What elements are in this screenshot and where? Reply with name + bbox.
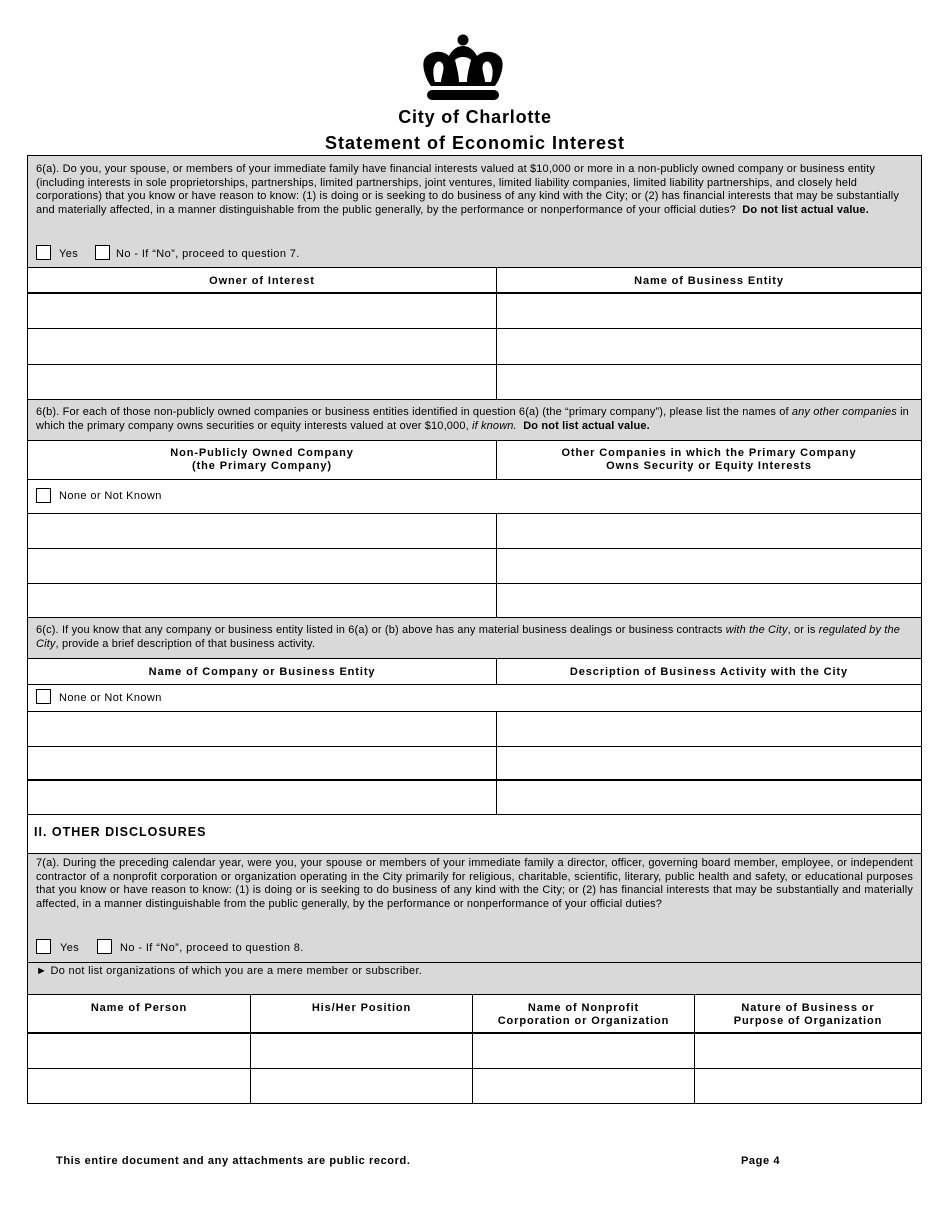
- q6a-yes-checkbox[interactable]: [36, 245, 51, 260]
- q7a-row-1-nature[interactable]: [695, 1034, 921, 1067]
- q7a-row-2-nature[interactable]: [695, 1069, 921, 1103]
- q6a-row-2-business[interactable]: [497, 329, 921, 363]
- q7a-row-2-position[interactable]: [251, 1069, 471, 1103]
- q6a-no-checkbox[interactable]: [95, 245, 110, 260]
- q7a-row-1-person[interactable]: [28, 1034, 249, 1067]
- q7a-col-nature: Nature of Business or Purpose of Organization: [733, 1002, 883, 1027]
- q6b-col-primary: Non-Publicly Owned Company (the Primary Company): [170, 447, 354, 472]
- q6a-yes-label: Yes: [59, 248, 79, 260]
- q6c-row-1-description[interactable]: [497, 712, 921, 745]
- q6a-col-owner: Owner of Interest: [209, 275, 315, 287]
- public-record-notice: This entire document and any attachments are public record.: [56, 1155, 411, 1167]
- q6b-row-1-primary[interactable]: [28, 514, 495, 547]
- q6b-row-2-other[interactable]: [497, 549, 921, 582]
- q6c-row-2-company[interactable]: [28, 747, 495, 778]
- q6c-none-checkbox[interactable]: [36, 689, 51, 704]
- page-number: Page 4: [741, 1155, 781, 1167]
- q7a-row-1-nonprofit[interactable]: [473, 1034, 693, 1067]
- q7a-col-position: His/Her Position: [311, 1002, 412, 1014]
- q6c-row-3-description[interactable]: [497, 781, 921, 814]
- crown-logo-icon: [421, 34, 505, 102]
- q6c-row-3-company[interactable]: [28, 781, 495, 814]
- q6c-col-description: Description of Business Activity with the City: [569, 666, 849, 678]
- q6a-row-2-owner[interactable]: [28, 329, 495, 363]
- q6a-no-label: No - If “No”, proceed to question 7.: [116, 248, 300, 260]
- q6b-none-checkbox[interactable]: [36, 488, 51, 503]
- q7a-col-nonprofit: Name of Nonprofit Corporation or Organization: [497, 1002, 670, 1027]
- q6c-row-1-company[interactable]: [28, 712, 495, 745]
- q6b-row-3-primary[interactable]: [28, 584, 495, 617]
- q6b-row-3-other[interactable]: [497, 584, 921, 617]
- q7a-note: ► Do not list organizations of which you are a mere member or subscriber.: [36, 965, 423, 977]
- q6c-question: 6(c). If you know that any company or business entity listed in 6(a) or (b) above has any material business dealings or business contracts with the City, or is regulated by the City, provide a brief description of that business activity.: [36, 624, 901, 650]
- page-title: Statement of Economic Interest: [324, 133, 626, 153]
- q6a-question: 6(a). Do you, your spouse, or members of your immediate family have financial interests valued at $10,000 or more in a non-publicly owned company or business entity (including interests in sole proprietorships, partnerships, limited partnerships, joint ventures, limited liability companies, limited liability partnerships, and closely held corporations) that you know or have reason to know: (1) is doing or is seeking to do business of any kind with the City; or (2) has financial interests that may be substantially and materially affected, in a manner distinguishable from the public generally, by the performance or nonperformance of your official duties? Do not list actual value.: [36, 163, 899, 216]
- q7a-yes-label: Yes: [60, 942, 80, 954]
- q6a-row-3-business[interactable]: [497, 365, 921, 399]
- q6c-none-label: None or Not Known: [59, 692, 162, 704]
- q6b-none-label: None or Not Known: [59, 490, 162, 502]
- q7a-question: 7(a). During the preceding calendar year, were you, your spouse or members of your immediate family a director, officer, governing board member, employee, or independent contractor of a nonprofit corporation or organization operating in the City primarily for religious, charitable, scientific, literary, public health and safety, or educational purposes that you know or have reason to know: (1) is doing or is seeking to do business of any kind with the City; or (2) has financial interests that may be substantially and materially affected, in a manner distinguishable from the public generally, by the performance or nonperformance of your official duties?: [36, 857, 913, 910]
- q7a-row-2-person[interactable]: [28, 1069, 249, 1103]
- q7a-row-2-nonprofit[interactable]: [473, 1069, 693, 1103]
- q7a-yes-checkbox[interactable]: [36, 939, 51, 954]
- q6c-col-company: Name of Company or Business Entity: [148, 666, 376, 678]
- city-name: City of Charlotte: [398, 107, 552, 127]
- q7a-no-checkbox[interactable]: [97, 939, 112, 954]
- section-2-title: II. OTHER DISCLOSURES: [34, 825, 207, 839]
- q6c-row-2-description[interactable]: [497, 747, 921, 778]
- q6a-row-3-owner[interactable]: [28, 365, 495, 399]
- q6b-row-2-primary[interactable]: [28, 549, 495, 582]
- q6a-col-business: Name of Business Entity: [634, 275, 784, 287]
- q6a-row-1-business[interactable]: [497, 294, 921, 327]
- q6a-row-1-owner[interactable]: [28, 294, 495, 327]
- q7a-row-1-position[interactable]: [251, 1034, 471, 1067]
- q7a-col-person: Name of Person: [90, 1002, 188, 1014]
- q7a-no-label: No - If “No”, proceed to question 8.: [120, 942, 304, 954]
- q6b-row-1-other[interactable]: [497, 514, 921, 547]
- q6b-col-other: Other Companies in which the Primary Company Owns Security or Equity Interests: [561, 447, 857, 472]
- q6b-question: 6(b). For each of those non-publicly owned companies or business entities identified in question 6(a) (the “primary company”), please list the names of any other companies in which the primary company owns securities or equity interests valued at over $10,000, if known. Do not list actual value.: [36, 406, 909, 432]
